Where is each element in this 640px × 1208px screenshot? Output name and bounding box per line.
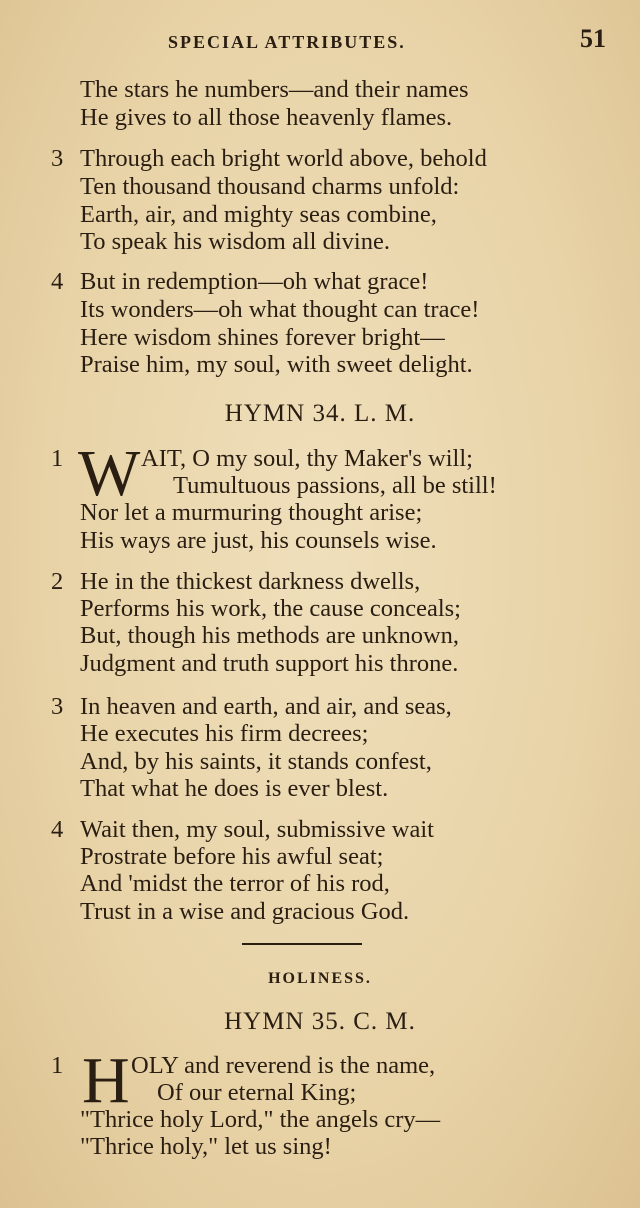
verse-line: OLY and reverend is the name, bbox=[131, 1052, 436, 1079]
verse-line: In heaven and earth, and air, and seas, bbox=[80, 693, 452, 720]
verse-line: AIT, O my soul, thy Maker's will; bbox=[141, 445, 473, 472]
verse-line: But in redemption—oh what grace! bbox=[80, 268, 429, 295]
verse-line: Of our eternal King; bbox=[157, 1079, 357, 1106]
stanza-number: 2 bbox=[51, 568, 64, 595]
stanza-number: 1 bbox=[51, 445, 64, 472]
verse-line: The stars he numbers—and their names bbox=[80, 76, 469, 103]
running-head: SPECIAL ATTRIBUTES. bbox=[168, 32, 406, 52]
verse-line: He executes his firm decrees; bbox=[80, 720, 369, 747]
verse-line: Performs his work, the cause conceals; bbox=[80, 595, 461, 622]
verse-line: Tumultuous passions, all be still! bbox=[173, 472, 497, 499]
stanza-number: 4 bbox=[51, 816, 64, 843]
verse-line: Through each bright world above, behold bbox=[80, 145, 487, 172]
verse-line: And, by his saints, it stands confest, bbox=[80, 748, 432, 775]
verse-line: Judgment and truth support his throne. bbox=[80, 650, 459, 677]
drop-cap: H bbox=[82, 1044, 130, 1117]
verse-line: And 'midst the terror of his rod, bbox=[80, 870, 390, 897]
verse-line: That what he does is ever blest. bbox=[80, 775, 389, 802]
stanza-number: 3 bbox=[51, 693, 64, 720]
verse-line: Prostrate before his awful seat; bbox=[80, 843, 384, 870]
hymn-title: HYMN 34. L. M. bbox=[224, 400, 416, 427]
verse-line: Praise him, my soul, with sweet delight. bbox=[80, 351, 473, 378]
verse-line: To speak his wisdom all divine. bbox=[80, 228, 390, 255]
verse-line: But, though his methods are unknown, bbox=[80, 622, 460, 649]
drop-cap: W bbox=[78, 437, 141, 510]
section-title: HOLINESS. bbox=[268, 970, 372, 987]
verse-line: Its wonders—oh what thought can trace! bbox=[80, 296, 480, 323]
verse-line: Nor let a murmuring thought arise; bbox=[80, 499, 423, 526]
verse-line: "Thrice holy," let us sing! bbox=[80, 1133, 332, 1160]
verse-line: Earth, air, and mighty seas combine, bbox=[80, 201, 437, 228]
verse-line: His ways are just, his counsels wise. bbox=[80, 527, 437, 554]
verse-line: He gives to all those heavenly flames. bbox=[80, 104, 453, 131]
stanza-number: 3 bbox=[51, 145, 64, 172]
verse-line: Ten thousand thousand charms unfold: bbox=[80, 173, 460, 200]
stanza-number: 4 bbox=[51, 268, 64, 295]
verse-line: Trust in a wise and gracious God. bbox=[80, 898, 410, 925]
verse-line: Wait then, my soul, submissive wait bbox=[80, 816, 434, 843]
verse-line: "Thrice holy Lord," the angels cry— bbox=[80, 1106, 441, 1133]
section-divider bbox=[242, 943, 362, 945]
hymn-title: HYMN 35. C. M. bbox=[224, 1008, 416, 1035]
stanza-number: 1 bbox=[51, 1052, 64, 1079]
verse-line: He in the thickest darkness dwells, bbox=[80, 568, 421, 595]
page-number: 51 bbox=[580, 24, 606, 53]
verse-line: Here wisdom shines forever bright— bbox=[80, 324, 445, 351]
